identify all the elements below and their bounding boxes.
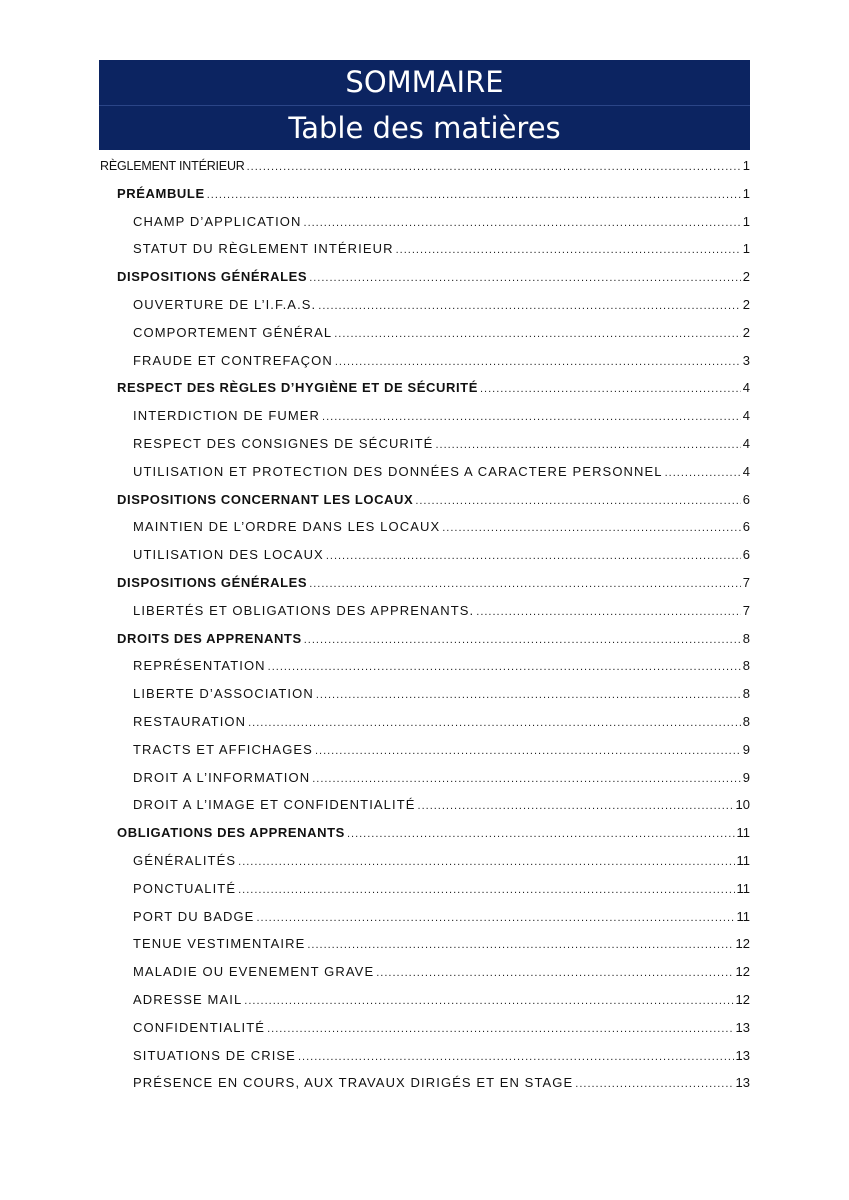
toc-entry-title[interactable] [100,158,750,186]
toc-entry-subsection[interactable] [100,325,750,353]
toc-entry-label: TRACTS ET AFFICHAGES [133,741,313,757]
toc-entry-section[interactable] [100,631,750,659]
toc-entry-label: DROITS DES APPRENANTS [117,630,302,646]
dot-leader [307,939,733,951]
toc-entry-label: OUVERTURE DE L’I.F.A.S. [133,296,317,312]
toc-entry-page-number: 1 [742,185,750,201]
toc-entry-subsection[interactable] [100,992,750,1020]
toc-entry-label: CHAMP D’APPLICATION [133,213,302,229]
toc-entry-subsection[interactable] [100,408,750,436]
dot-leader [248,717,741,729]
toc-entry-subsection[interactable] [100,464,750,492]
dot-leader [334,328,741,340]
toc-entry-label: ADRESSE MAIL [133,991,243,1007]
toc-entry-label: DISPOSITIONS CONCERNANT LES LOCAUX [117,491,414,507]
toc-entry-label: RESPECT DES CONSIGNES DE SÉCURITÉ [133,435,434,451]
toc-entry-page-number: 4 [742,380,750,396]
toc-entry-label: DROIT A L’IMAGE ET CONFIDENTIALITÉ [133,797,416,813]
dot-leader [335,356,741,368]
toc-entry-subsection[interactable] [100,936,750,964]
toc-entry-label: PRÉSENCE EN COURS, AUX TRAVAUX DIRIGÉS ET EN STAGE [133,1075,574,1091]
dot-leader [244,995,733,1007]
dot-leader [316,689,741,701]
toc-entry-label: TENUE VESTIMENTAIRE [133,936,306,952]
toc-entry-page-number: 4 [742,435,750,451]
toc-entry-subsection[interactable] [100,353,750,381]
toc-entry-page-number: 8 [742,658,750,674]
toc-entry-label: RESTAURATION [133,713,247,729]
dot-leader [309,578,741,590]
dot-leader [318,300,740,312]
toc-entry-page-number: 6 [742,491,750,507]
toc-entry-page-number: 12 [735,936,750,952]
dot-leader [322,411,741,423]
toc-entry-label: OBLIGATIONS DES APPRENANTS [117,825,345,841]
toc-entry-page-number: 8 [742,630,750,646]
toc-entry-label: UTILISATION ET PROTECTION DES DONNÉES A CARACTERE PERSONNEL [133,463,663,479]
dot-leader [665,467,741,479]
toc-entry-page-number: 4 [742,408,750,424]
toc-entry-subsection[interactable] [100,797,750,825]
toc-entry-subsection[interactable] [100,770,750,798]
toc-entry-subsection[interactable] [100,714,750,742]
toc-entry-subsection[interactable] [100,1048,750,1076]
toc-entry-subsection[interactable] [100,1020,750,1048]
dot-leader [247,161,741,173]
toc-entry-page-number: 1 [742,158,750,173]
toc-entry-section[interactable] [100,825,750,853]
dot-leader [304,217,741,229]
dot-leader [442,522,741,534]
dot-leader [268,661,741,673]
toc-entry-label: PONCTUALITÉ [133,880,237,896]
toc-entry-label: MALADIE OU EVENEMENT GRAVE [133,964,375,980]
dot-leader [575,1078,733,1090]
toc-entry-page-number: 1 [742,213,750,229]
table-of-contents [100,158,750,1103]
toc-entry-page-number: 4 [742,463,750,479]
dot-leader [304,634,741,646]
toc-entry-subsection[interactable] [100,519,750,547]
toc-entry-subsection[interactable] [100,853,750,881]
toc-entry-label: DISPOSITIONS GÉNÉRALES [117,574,308,590]
header-subtitle: Table des matières [288,111,561,145]
toc-entry-page-number: 11 [736,908,750,924]
toc-entry-label: COMPORTEMENT GÉNÉRAL [133,324,333,340]
dot-leader [315,745,741,757]
dot-leader [396,244,741,256]
toc-entry-label: DROIT A L’INFORMATION [133,769,311,785]
dot-leader [207,189,741,201]
toc-entry-label: PORT DU BADGE [133,908,255,924]
toc-entry-section[interactable] [100,186,750,214]
dot-leader [376,967,733,979]
dot-leader [435,439,740,451]
toc-entry-subsection[interactable] [100,909,750,937]
toc-entry-page-number: 13 [735,1075,750,1091]
dot-leader [267,1023,733,1035]
toc-entry-section[interactable] [100,269,750,297]
toc-entry-page-number: 8 [742,686,750,702]
dot-leader [415,495,740,507]
toc-entry-subsection[interactable] [100,547,750,575]
toc-entry-label: LIBERTÉS ET OBLIGATIONS DES APPRENANTS. [133,602,475,618]
dot-leader [476,606,741,618]
toc-entry-page-number: 3 [742,352,750,368]
toc-entry-label: PRÉAMBULE [117,185,205,201]
dot-leader [480,383,741,395]
toc-entry-label: REPRÉSENTATION [133,658,266,674]
toc-entry-page-number: 13 [735,1019,750,1035]
toc-entry-page-number: 11 [736,825,750,841]
toc-entry-label: RÈGLEMENT INTÉRIEUR [100,159,245,173]
toc-entry-page-number: 12 [735,991,750,1007]
toc-entry-subsection[interactable] [100,603,750,631]
toc-entry-page-number: 8 [742,713,750,729]
toc-entry-page-number: 2 [742,269,750,285]
toc-entry-label: RESPECT DES RÈGLES D’HYGIÈNE ET DE SÉCURITÉ [117,380,478,396]
toc-entry-subsection[interactable] [100,241,750,269]
toc-entry-page-number: 6 [742,519,750,535]
toc-entry-subsection[interactable] [100,1075,750,1103]
toc-entry-label: SITUATIONS DE CRISE [133,1047,296,1063]
toc-entry-section[interactable] [100,492,750,520]
toc-entry-section[interactable] [100,575,750,603]
dot-leader [312,773,741,785]
dot-leader [238,856,734,868]
toc-entry-label: LIBERTE D’ASSOCIATION [133,686,314,702]
toc-entry-label: MAINTIEN DE L’ORDRE DANS LES LOCAUX [133,519,441,535]
toc-entry-subsection[interactable] [100,658,750,686]
toc-entry-page-number: 13 [735,1047,750,1063]
dot-leader [326,550,741,562]
toc-entry-section[interactable] [100,380,750,408]
toc-entry-page-number: 2 [742,324,750,340]
toc-entry-page-number: 11 [736,880,750,896]
toc-entry-label: FRAUDE ET CONTREFAÇON [133,352,333,368]
toc-entry-subsection[interactable] [100,742,750,770]
toc-entry-label: GÉNÉRALITÉS [133,852,237,868]
toc-entry-page-number: 10 [735,797,750,813]
toc-entry-subsection[interactable] [100,881,750,909]
dot-leader [256,912,734,924]
toc-entry-page-number: 1 [742,241,750,257]
dot-leader [418,800,734,812]
toc-entry-subsection[interactable] [100,964,750,992]
toc-entry-label: CONFIDENTIALITÉ [133,1019,266,1035]
toc-entry-page-number: 6 [742,547,750,563]
toc-entry-subsection[interactable] [100,214,750,242]
dot-leader [298,1051,734,1063]
toc-entry-label: UTILISATION DES LOCAUX [133,547,324,563]
toc-entry-page-number: 12 [735,964,750,980]
toc-entry-page-number: 9 [742,769,750,785]
toc-entry-page-number: 2 [742,296,750,312]
toc-entry-label: STATUT DU RÈGLEMENT INTÉRIEUR [133,241,394,257]
toc-header [99,60,750,150]
toc-entry-subsection[interactable] [100,686,750,714]
toc-entry-page-number: 9 [742,741,750,757]
toc-entry-label: INTERDICTION DE FUMER [133,408,321,424]
toc-entry-page-number: 11 [736,852,750,868]
dot-leader [347,828,735,840]
header-title: SOMMAIRE [345,65,504,99]
toc-entry-subsection[interactable] [100,297,750,325]
toc-entry-subsection[interactable] [100,436,750,464]
toc-entry-label: DISPOSITIONS GÉNÉRALES [117,269,308,285]
dot-leader [309,272,741,284]
dot-leader [238,884,734,896]
toc-entry-page-number: 7 [742,574,750,590]
toc-entry-page-number: 7 [742,602,750,618]
